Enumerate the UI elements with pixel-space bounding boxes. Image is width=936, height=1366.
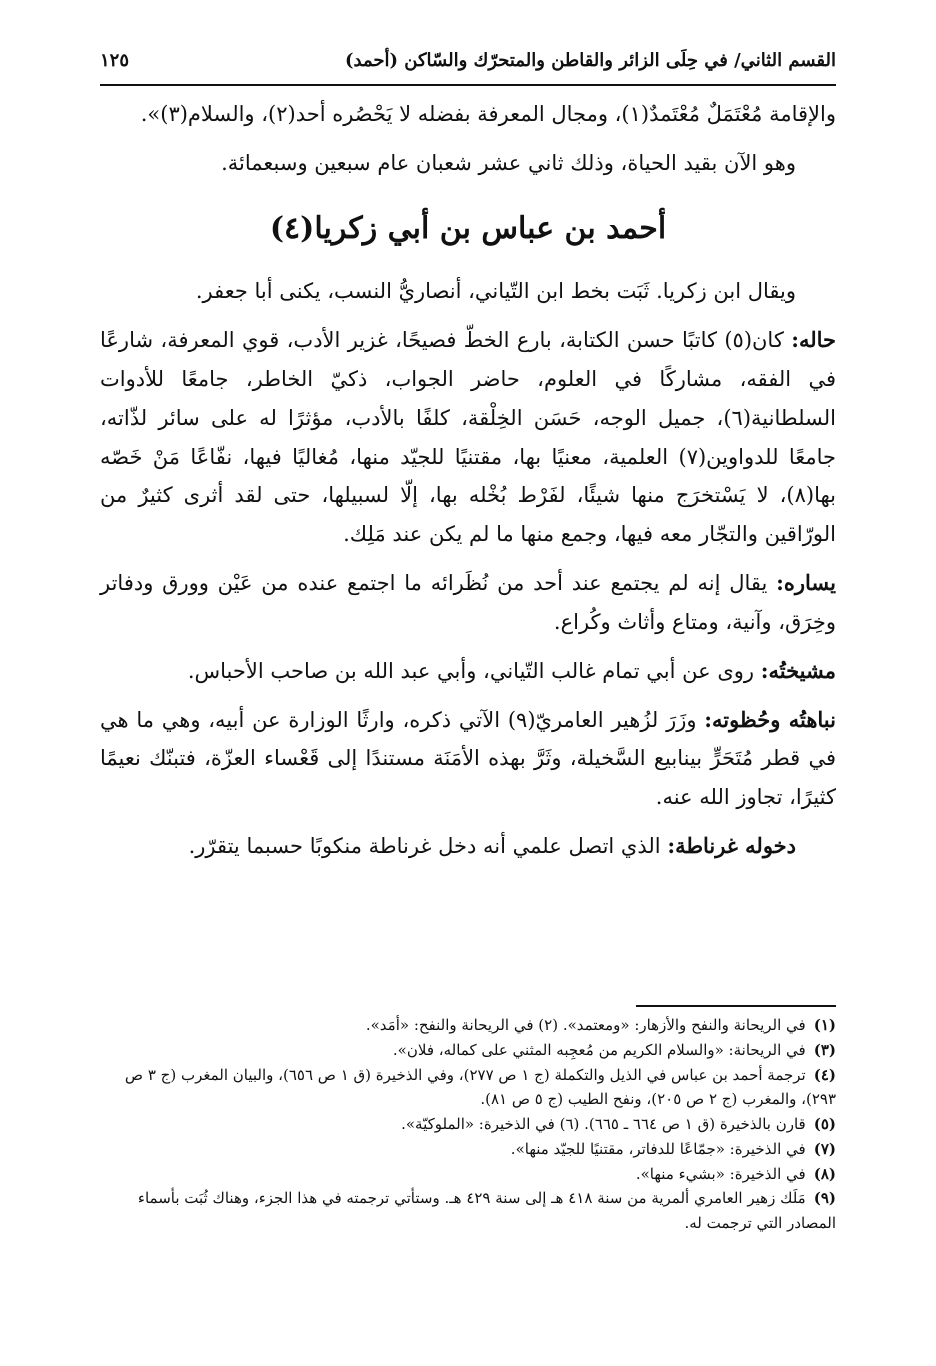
- section-heading: أحمد بن عباس بن أبي زكريا(٤): [269, 210, 667, 246]
- page-number: ١٢٥: [100, 49, 130, 71]
- footnote-number: (٧): [813, 1139, 836, 1158]
- footnote-text: في الريحانة والنفح والأزهار: «ومعتمد». (٢) في الريحانة والنفح: «أمَد».: [365, 1016, 806, 1034]
- footnote-number: (١): [813, 1016, 836, 1034]
- footnote-3: [100, 1038, 836, 1063]
- footnote-number: (٨): [813, 1164, 836, 1183]
- footnote-text: في الذخيرة: «بشيء منها».: [635, 1164, 806, 1183]
- footnote-text: قارن بالذخيرة (ق ١ ص ٦٦٤ ـ ٦٦٥). (٦) في الذخيرة: «الملوكيّة».: [401, 1115, 806, 1133]
- footnote-text: ترجمة أحمد بن عباس في الذيل والتكملة (ج ١ ص ٢٧٧)، وفي الذخيرة (ق ١ ص ٦٥٦)، والبيان المغرب (ج ٣ ص ٢٩٣)، والمغرب (ج ٢ ص ٢٠٥)، ونفح الطيب (ج ٥ ص ٨١).: [124, 1065, 836, 1109]
- footnote-9: [100, 1186, 836, 1236]
- paragraph-nabaha: [100, 701, 836, 818]
- header-rule: [100, 84, 836, 86]
- yasaruh-text: يقال إنه لم يجتمع عند أحد من نُظَرائه ما اجتمع عنده من عَيْن وورق ودفاتر وخِرَق، وآنية، ومتاع وأثاث وكُراع.: [100, 571, 836, 634]
- dukhul-text: الذي اتصل علمي أنه دخل غرناطة منكوبًا حسبما يتقرّر.: [188, 834, 661, 859]
- haluh-label: حاله:: [791, 327, 836, 353]
- header-title: القسم الثاني/ في حِلَى الزائر والقاطن والمتحرّك والسّاكن (أحمد): [344, 49, 836, 71]
- main-text: [100, 95, 836, 876]
- paragraph-1: والإقامة مُعْتَمَلٌ مُعْتَمدٌ(١)، ومجال المعرفة بفضله لا يَحْصُره أحد(٢)، والسلام(٣)».: [140, 102, 836, 126]
- paragraph-yasaruh: [100, 564, 836, 642]
- dukhul-label: دخوله غرناطة:: [667, 833, 796, 859]
- footnote-number: (٤): [813, 1065, 836, 1084]
- nabaha-text: وزَرَ لزُهير العامريّ(٩) الآتي ذكره، وارثًا الوزارة عن أبيه، وهي ما هي في قطر مُتَحَرٍّ بينابيع السَّخيلة، وثَرَّ بهذه الأمَنَة مستندًا إلى قَعْساء العزّة، فتبنّك نعيمًا كثيرًا، تجاوز الله عنه.: [100, 707, 836, 810]
- footnote-text: في الريحانة: «والسلام الكريم من مُعجِبه المثني على كماله، فلان».: [392, 1040, 806, 1059]
- mashyakha-text: روى عن أبي تمام غالب التّياني، وأبي عبد الله بن صاحب الأحباس.: [187, 658, 755, 683]
- footnotes: [100, 1005, 836, 1236]
- paragraph-haluh: [100, 321, 836, 554]
- footnote-text: مَلَك زهير العامري ألمرية من سنة ٤١٨ هـ إلى سنة ٤٢٩ هـ. وستأتي ترجمته في هذا الجزء، وهناك ثُبَت بأسماء المصادر التي ترجمت له.: [137, 1189, 836, 1232]
- footnote-number: (٩): [813, 1189, 836, 1208]
- footnote-text: في الذخيرة: «جمّاعًا للدفاتر، مقتنيًا للجيّد منها».: [510, 1139, 806, 1158]
- footnote-number: (٣): [813, 1040, 836, 1059]
- footnote-7: [100, 1137, 836, 1162]
- paragraph-3: ويقال ابن زكريا. ثَبَت بخط ابن التّياني، أنصاريُّ النسب، يكنى أبا جعفر.: [195, 279, 796, 304]
- nabaha-label: نباهتُه وحُظوته:: [704, 706, 836, 732]
- footnote-1: [100, 1013, 836, 1038]
- paragraph-2: وهو الآن بقيد الحياة، وذلك ثاني عشر شعبان عام سبعين وسبعمائة.: [221, 150, 796, 175]
- running-header: [100, 40, 836, 80]
- paragraph-mashyakha: [100, 652, 836, 691]
- footnote-4: [100, 1063, 836, 1113]
- mashyakha-label: مشيختُه:: [760, 657, 836, 683]
- footnote-5: [100, 1112, 836, 1137]
- yasaruh-label: يساره:: [776, 570, 836, 596]
- footnote-rule: [636, 1005, 836, 1007]
- footnote-8: [100, 1162, 836, 1187]
- haluh-text: كان(٥) كاتبًا حسن الكتابة، بارع الخطّ فصيحًا، غزير الأدب، قوي المعرفة، شارعًا في الفقه، مشاركًا في العلوم، حاضر الجواب، ذكيّ الخاطر، جامعًا للأدوات السلطانية(٦)، جميل الوجه، حَسَن الخِلْقة، كلفًا بالأدب، مؤثرًا له على سائر لذّاته، جامعًا للدواوين(٧) العلمية، معنيًا بها، مقتنيًا للجيّد منها، مُغاليًا فيها، نفّاعًا مَنْ خَصّه بها(٨)، لا يَسْتخرَج منها شيئًا، لفَرْط بُخْله بها، إلّا لسبيلها، حتى لقد أثرى كثيرٌ من الورّاقين والتجّار معه فيها، وجمع منها ما لم يكن عند مَلِك.: [100, 328, 836, 547]
- paragraph-dukhul: [100, 827, 836, 866]
- footnote-number: (٥): [813, 1115, 836, 1133]
